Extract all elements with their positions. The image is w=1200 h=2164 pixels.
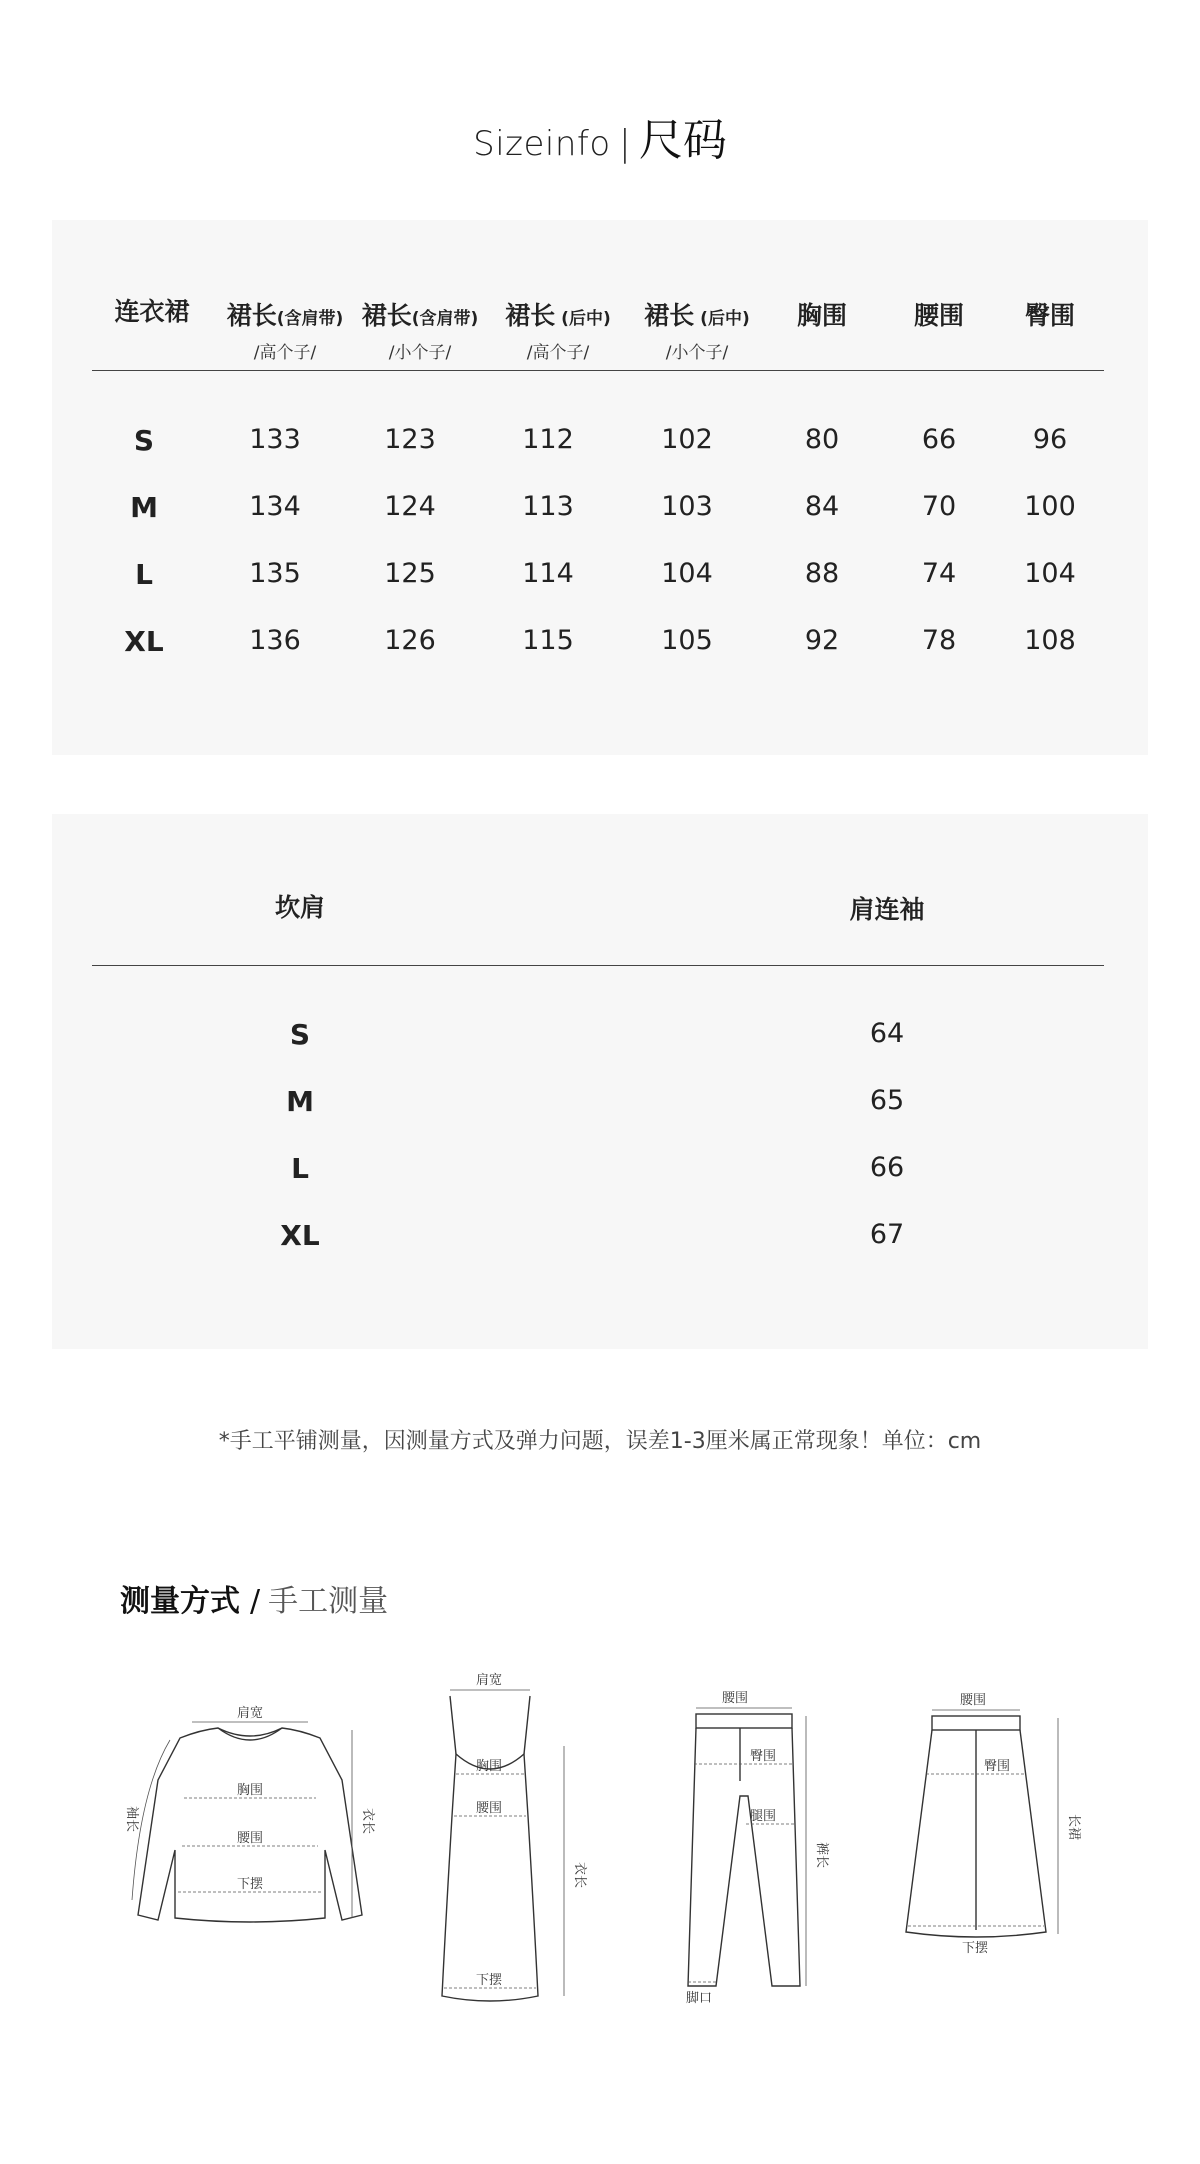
cell: 103 xyxy=(661,491,713,522)
label-length: 衣长 xyxy=(572,1862,587,1889)
cell: 123 xyxy=(384,424,436,455)
title-separator: | xyxy=(618,123,631,164)
cell: 113 xyxy=(522,491,574,522)
dress-table-corner: 连衣裙 xyxy=(114,297,190,326)
label-length: 衣长 xyxy=(360,1808,375,1835)
label-hem: 下摆 xyxy=(962,1941,989,1956)
row-xl-size: XL xyxy=(124,625,164,658)
label-chest: 胸围 xyxy=(237,1783,264,1798)
measure-title-slash: / xyxy=(250,1584,261,1619)
cell: 125 xyxy=(384,558,436,589)
cell: 78 xyxy=(921,625,957,656)
header-divider xyxy=(92,370,1104,371)
cell: 112 xyxy=(522,424,574,455)
dress-measure-diagram xyxy=(420,1666,610,2016)
cell: 104 xyxy=(661,558,713,589)
measure-title-main: 测量方式 xyxy=(120,1584,240,1619)
cell: 105 xyxy=(661,625,713,656)
label-hip: 臀围 xyxy=(750,1749,777,1764)
cell: 67 xyxy=(869,1219,905,1250)
label-hem: 下摆 xyxy=(237,1877,264,1892)
vest-table-corner: 坎肩 xyxy=(274,893,325,922)
row-s-size: S xyxy=(289,1018,311,1051)
cell: 102 xyxy=(661,424,713,455)
cell: 135 xyxy=(249,558,301,589)
header-divider xyxy=(92,965,1104,966)
cell: 64 xyxy=(869,1018,905,1049)
cell: 126 xyxy=(384,625,436,656)
label-chest: 胸围 xyxy=(476,1759,503,1774)
header-dress-length-back-petite: 裙长 (后中) /小个子/ xyxy=(644,301,750,363)
page-title xyxy=(0,104,1200,168)
cell: 104 xyxy=(1024,558,1076,589)
header-hip: 臀围 xyxy=(1024,301,1075,330)
cell: 96 xyxy=(1032,424,1068,455)
title-english: Sizeinfo xyxy=(473,124,611,164)
cell: 74 xyxy=(921,558,957,589)
cell: 134 xyxy=(249,491,301,522)
header-dress-length-strap-petite: 裙长(含肩带) /小个子/ xyxy=(361,301,479,363)
top-measure-diagram xyxy=(120,1700,380,1940)
cell: 88 xyxy=(804,558,840,589)
title-chinese: 尺码 xyxy=(638,115,727,166)
label-shoulder: 肩宽 xyxy=(237,1706,264,1721)
row-l-size: L xyxy=(291,1152,309,1185)
cell: 70 xyxy=(921,491,957,522)
row-xl-size: XL xyxy=(280,1219,320,1252)
label-waist: 腰围 xyxy=(237,1831,264,1846)
header-waist: 腰围 xyxy=(913,301,964,330)
row-s-size: S xyxy=(133,424,155,457)
row-m-size: M xyxy=(130,491,158,524)
label-hem: 下摆 xyxy=(476,1973,503,1988)
dress-size-table xyxy=(52,220,1148,755)
measure-title-sub: 手工测量 xyxy=(268,1584,389,1619)
label-thigh: 腿围 xyxy=(750,1809,777,1824)
cell: 84 xyxy=(804,491,840,522)
header-dress-length-back-tall: 裙长 (后中) /高个子/ xyxy=(505,301,611,363)
cell: 124 xyxy=(384,491,436,522)
cell: 66 xyxy=(921,424,957,455)
vest-size-table xyxy=(52,814,1148,1349)
header-shoulder-sleeve: 肩连袖 xyxy=(849,895,925,924)
cell: 108 xyxy=(1024,625,1076,656)
label-waist: 腰围 xyxy=(722,1691,749,1706)
cell: 66 xyxy=(869,1152,905,1183)
cell: 115 xyxy=(522,625,574,656)
label-sleeve: 袖长 xyxy=(124,1806,139,1833)
cell: 136 xyxy=(249,625,301,656)
cell: 92 xyxy=(804,625,840,656)
skirt-measure-diagram xyxy=(896,1690,1086,1970)
measurement-note: *手工平铺测量，因测量方式及弹力问题，误差1-3厘米属正常现象！单位：cm xyxy=(218,1429,982,1454)
label-length: 裤长 xyxy=(814,1842,829,1869)
label-leg-opening: 脚口 xyxy=(686,1991,713,2006)
label-waist: 腰围 xyxy=(476,1801,503,1816)
cell: 100 xyxy=(1024,491,1076,522)
cell: 114 xyxy=(522,558,574,589)
pants-measure-diagram xyxy=(676,1686,846,2006)
cell: 65 xyxy=(869,1085,905,1116)
cell: 133 xyxy=(249,424,301,455)
label-length: 长裙 xyxy=(1066,1814,1081,1841)
row-m-size: M xyxy=(286,1085,314,1118)
header-dress-length-strap-tall: 裙长(含肩带) /高个子/ xyxy=(226,301,344,363)
cell: 80 xyxy=(804,424,840,455)
label-shoulder: 肩宽 xyxy=(476,1673,503,1688)
measure-section-title xyxy=(120,1576,388,1620)
header-chest: 胸围 xyxy=(796,301,847,330)
row-l-size: L xyxy=(135,558,153,591)
label-hip: 臀围 xyxy=(984,1759,1011,1774)
label-waist: 腰围 xyxy=(960,1693,987,1708)
